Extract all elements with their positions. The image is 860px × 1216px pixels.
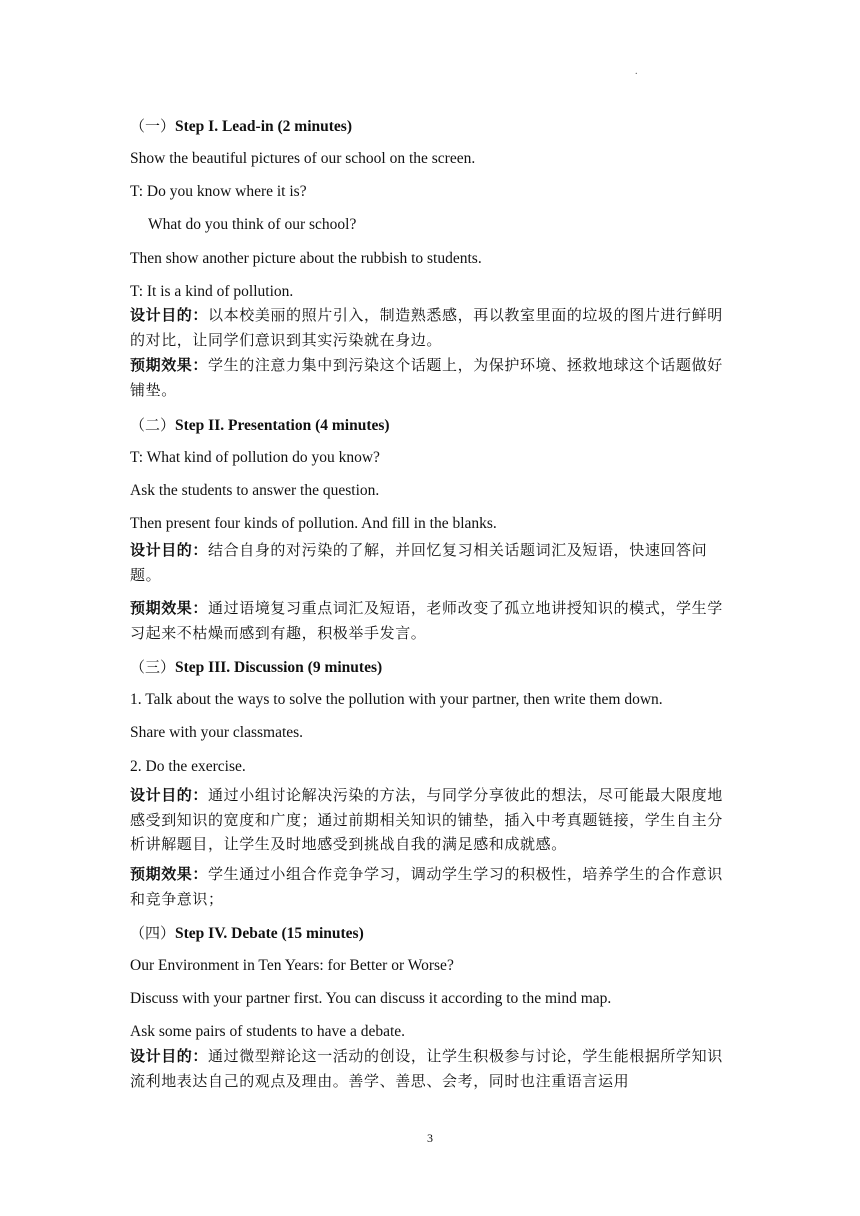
text-line: Then present four kinds of pollution. And fill in the blanks. — [130, 515, 497, 532]
text-line: T: Do you know where it is? — [130, 183, 307, 200]
design-purpose-paragraph: 设计目的：以本校美丽的照片引入，制造熟悉感，再以教室里面的垃圾的图片进行鲜明的对比，让同学们意识到其实污染就在身边。 — [130, 306, 723, 349]
text-line: 1. Talk about the ways to solve the pollution with your partner, then write them down. — [130, 691, 663, 708]
text-line: 2. Do the exercise. — [130, 758, 246, 775]
text-line: Ask the students to answer the question. — [130, 482, 380, 499]
text-line: T: What kind of pollution do you know? — [130, 449, 380, 466]
section-heading-2: （二）Step II. Presentation (4 minutes) — [130, 416, 390, 434]
page-number: 3 — [427, 1131, 433, 1145]
expected-effect-paragraph: 预期效果：学生的注意力集中到污染这个话题上，为保护环境、拯救地球这个话题做好铺垫。 — [130, 356, 723, 399]
section-heading-3: （三）Step III. Discussion (9 minutes) — [130, 658, 383, 676]
text-line: Discuss with your partner first. You can discuss it according to the mind map. — [130, 990, 612, 1007]
section-heading-4: （四）Step IV. Debate (15 minutes) — [130, 924, 364, 942]
text-line: T: It is a kind of pollution. — [130, 283, 294, 300]
text-line: Ask some pairs of students to have a debate. — [130, 1023, 406, 1040]
page-marker: . — [635, 66, 638, 77]
section-heading-1: （一）Step I. Lead-in (2 minutes) — [130, 117, 352, 135]
design-purpose-paragraph: 设计目的：结合自身的对污染的了解，并回忆复习相关话题词汇及短语，快速回答问题。 — [130, 541, 708, 584]
text-line: Show the beautiful pictures of our school on the screen. — [130, 150, 476, 167]
expected-effect-paragraph: 预期效果：学生通过小组合作竞争学习，调动学生学习的积极性，培养学生的合作意识和竞争意识； — [130, 865, 723, 908]
text-line: What do you think of our school? — [148, 216, 357, 233]
expected-effect-paragraph: 预期效果：通过语境复习重点词汇及短语，老师改变了孤立地讲授知识的模式，学生学习起来不枯燥而感到有趣，积极举手发言。 — [130, 599, 723, 642]
text-line: Our Environment in Ten Years: for Better or Worse? — [130, 957, 454, 974]
design-purpose-paragraph: 设计目的：通过微型辩论这一活动的创设，让学生积极参与讨论，学生能根据所学知识流利地表达自己的观点及理由。善学、善思、会考，同时也注重语言运用 — [130, 1047, 723, 1090]
text-line: Share with your classmates. — [130, 724, 304, 741]
design-purpose-paragraph: 设计目的：通过小组讨论解决污染的方法，与同学分享彼此的想法，尽可能最大限度地感受到知识的宽度和广度；通过前期相关知识的铺垫，插入中考真题链接，学生自主分析讲解题目，让学生及时地感受到挑战自我的满足感和成就感。 — [130, 786, 723, 853]
text-line: Then show another picture about the rubbish to students. — [130, 250, 482, 267]
